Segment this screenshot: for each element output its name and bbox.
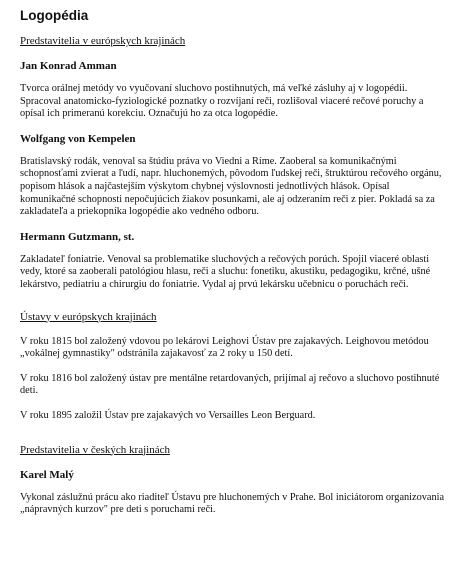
- person-text-gutzmann: Zakladateľ foniatrie. Venoval sa problematike sluchových a rečových porúch. Spojil viaceré oblasti vedy, ktoré sa zaoberali patológiou hlasu, reči a sluchu: fonetiku, akustiku, pedagogiku, krčné, ušné lekárstvo, pediatriu a chirurgiu do foniatrie. Vydal aj prvú lekársku učebnicu o poruchách reči.: [20, 253, 431, 290]
- spacer: [20, 435, 445, 443]
- person-name-kempelen: Wolfgang von Kempelen: [20, 132, 136, 145]
- person-text-maly: Vykonal záslužnú prácu ako riaditeľ Ústavu pre hluchonemých v Prahe. Bol iniciátorom organizovania „nápravných kurzov" pre deti s poruchami reči.: [20, 491, 445, 516]
- person-name-maly: Karel Malý: [20, 468, 74, 481]
- person-text-kempelen: Bratislavský rodák, venoval sa štúdiu práva vo Viedni a Ríme. Zaoberal sa komunikačnými schopnosťami zvierat a ľudí, napr. hluchonemých, pôvodom ľudskej reči, štruktúrou rečového orgánu, popisom hlások a najčastejším výskytom chybnej výslovnosti jednotlivých hlások. Opísal komunikačné schopnosti nepočujúcich žiakov posunkami, ale aj odzeraním reči z pier. Pokladá sa za zakladateľa a priekopníka logopédie ako vedného odboru.: [20, 155, 442, 218]
- section-heading-european-institutes: Ústavy v európskych krajinách: [20, 310, 157, 323]
- institute-paragraph-1815: V roku 1815 bol založený vdovou po lekárovi Leighovi Ústav pre zajakavých. Leighovou metódou „vokálnej gymnastiky" odstránila zajakavosť za 2 roky u 150 detí.: [20, 335, 429, 360]
- section-heading-european-representatives: Predstavitelia v európskych krajinách: [20, 35, 186, 47]
- person-name-gutzmann: Hermann Gutzmann, st.: [20, 230, 135, 243]
- document-title: Logopédia: [20, 8, 89, 23]
- person-text-amman: Tvorca orálnej metódy vo vyučovaní sluchovo postihnutých, má veľké zásluhy aj v logopédii. Spracoval anatomicko-fyziologické poznatky o rozvíjaní reči, rozlišoval viaceré rečové poruchy a opísal ich primeranú korekciu. Označujú ho za otca logopédie.: [20, 83, 424, 120]
- person-name-amman: Jan Konrad Amman: [20, 60, 117, 72]
- institute-paragraph-1895: V roku 1895 založil Ústav pre zajakavých vo Versailles Leon Berguard.: [20, 409, 316, 421]
- institute-paragraph-1816: V roku 1816 bol založený ústav pre mentálne retardovaných, prijímal aj rečovo a sluchovo postihnuté deti.: [20, 372, 440, 397]
- section-heading-czech-representatives: Predstavitelia v českých krajinách: [20, 443, 170, 456]
